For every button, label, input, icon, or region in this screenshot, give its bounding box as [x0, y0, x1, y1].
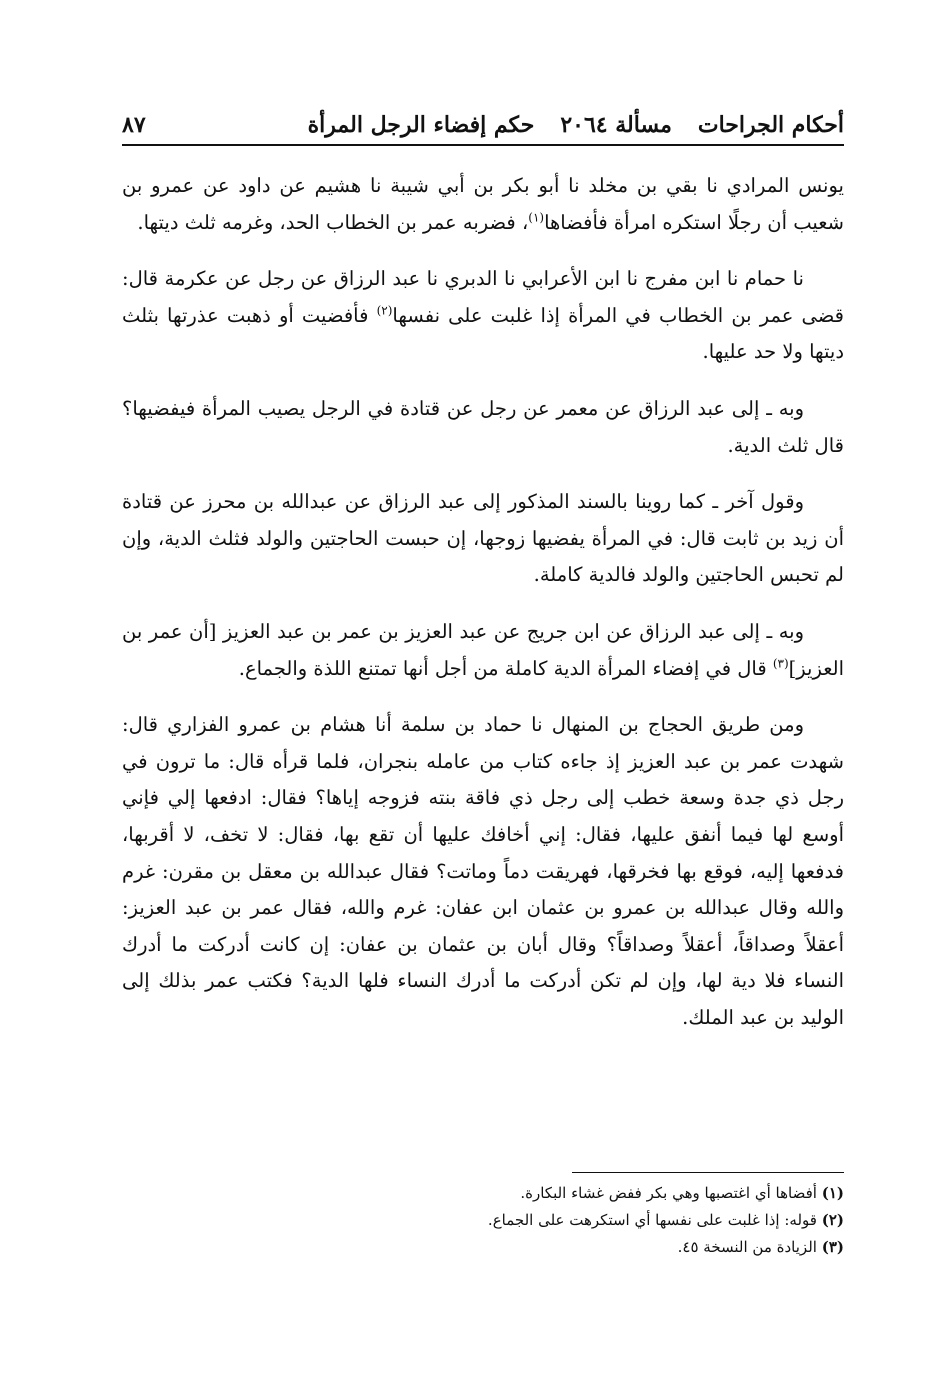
footnote-text: الزيادة من النسخة ٤٥.: [677, 1238, 822, 1256]
page-number: ٨٧: [122, 112, 146, 138]
paragraph-3: [122, 391, 844, 464]
paragraph-text: ومن طريق الحجاج بن المنهال نا حماد بن سلمة أنا هشام بن عمرو الفزاري قال: شهدت عمر بن عبد العزيز إذ جاءه كتاب من عامله بنجران، فلما قرأه قال: ما ترون في رجل ذي جدة وسعة خطب إلى رجل ذي فاقة بنته فزوجه إياها؟ فقال: ادفعها إلي فإني أوسع لها فيما أنفق عليها، فقال: إني أخافك عليها أن تقع بها، فقال: لا تخف، لا أقربها، فدفعها إليه، فوقع بها فخرقها، فهريقت دماً وماتت؟ فقال عبدالله بن معقل بن مقرن: غرم والله وقال عبدالله بن عمرو بن عثمان ابن عفان: غرم والله، فقال عمر بن عبد العزيز: أعقلاً وصداقاً، أعقلاً وصداقاً؟ وقال أبان بن عثمان بن عفان: إن كانت أدركت ما أدرك النساء فلا دية لها، وإن لم تكن أدركت ما أدرك النساء فلها الدية؟ فكتب عمر بذلك إلى الوليد بن عبد الملك.: [122, 713, 844, 1029]
paragraph-1: [122, 168, 844, 241]
paragraph-text: فأفضيت أو ذهبت عذرتها بثلث ديتها ولا حد عليها.: [122, 303, 844, 364]
paragraph-text: يونس المرادي نا بقي بن مخلد نا أبو بكر بن أبي شيبة نا هشيم عن داود عن عمرو بن شعيب أن رجلًا استكره امرأة فأفضاها: [122, 174, 844, 234]
paragraph-text: وبه ـ إلى عبد الرزاق عن معمر عن رجل عن قتادة في الرجل يصيب المرأة فيفضيها؟ قال ثلث الدية.: [122, 396, 844, 457]
paragraph-4: [122, 484, 844, 594]
running-header: [122, 104, 844, 146]
footnote-number: (٣): [821, 1238, 844, 1256]
main-text: [122, 168, 844, 1056]
book-title: أحكام الجراحات: [697, 112, 844, 138]
paragraph-text: وبه ـ إلى عبد الرزاق عن ابن جريج عن عبد العزيز بن عمر بن عبد العزيز [أن عمر بن العزيز]: [122, 619, 844, 680]
footnote-ref-1[interactable]: (١): [528, 210, 545, 225]
paragraph-text: وقول آخر ـ كما روينا بالسند المذكور إلى عبد الرزاق عن عبدالله بن محرز عن قتادة أن زيد بن ثابت قال: في المرأة يفضيها زوجها، إن حبست الحاجتين والولد فثلث الدية، وإن لم تحبس الحاجتين والولد فالدية كاملة.: [122, 490, 844, 587]
footnote-2: [122, 1207, 844, 1234]
paragraph-6: [122, 707, 844, 1036]
footnote-text: أفضاها أي اغتصبها وهي بكر ففض غشاء البكارة.: [520, 1184, 822, 1202]
footnote-number: (٢): [821, 1211, 844, 1229]
footnote-ref-3[interactable]: (٣): [772, 656, 789, 671]
footnotes: [122, 1180, 844, 1261]
footnote-text: قوله: إذا غلبت على نفسها أي استكرهت على الجماع.: [487, 1211, 822, 1229]
footnote-separator: [572, 1172, 844, 1173]
paragraph-2: [122, 261, 844, 371]
paragraph-5: [122, 614, 844, 687]
paragraph-text: ، فضربه عمر بن الخطاب الحد، وغرمه ثلث ديتها.: [137, 210, 529, 234]
header-titles: [308, 112, 844, 138]
footnote-1: [122, 1180, 844, 1207]
footnote-ref-2[interactable]: (٢): [376, 303, 393, 318]
footnote-3: [122, 1234, 844, 1261]
footnote-number: (١): [821, 1184, 844, 1202]
chapter-topic: حكم إفضاء الرجل المرأة: [307, 112, 535, 138]
paragraph-text: نا حمام نا ابن مفرج نا ابن الأعرابي نا الدبري نا عبد الرزاق عن رجل عن عكرمة قال: قضى عمر بن الخطاب في المرأة إذا غلبت على نفسها: [122, 267, 845, 327]
paragraph-text: قال في إفضاء المرأة الدية كاملة من أجل أنها تمتنع اللذة والجماع.: [238, 656, 773, 680]
issue-number: مسألة ٢٠٦٤: [560, 112, 672, 138]
